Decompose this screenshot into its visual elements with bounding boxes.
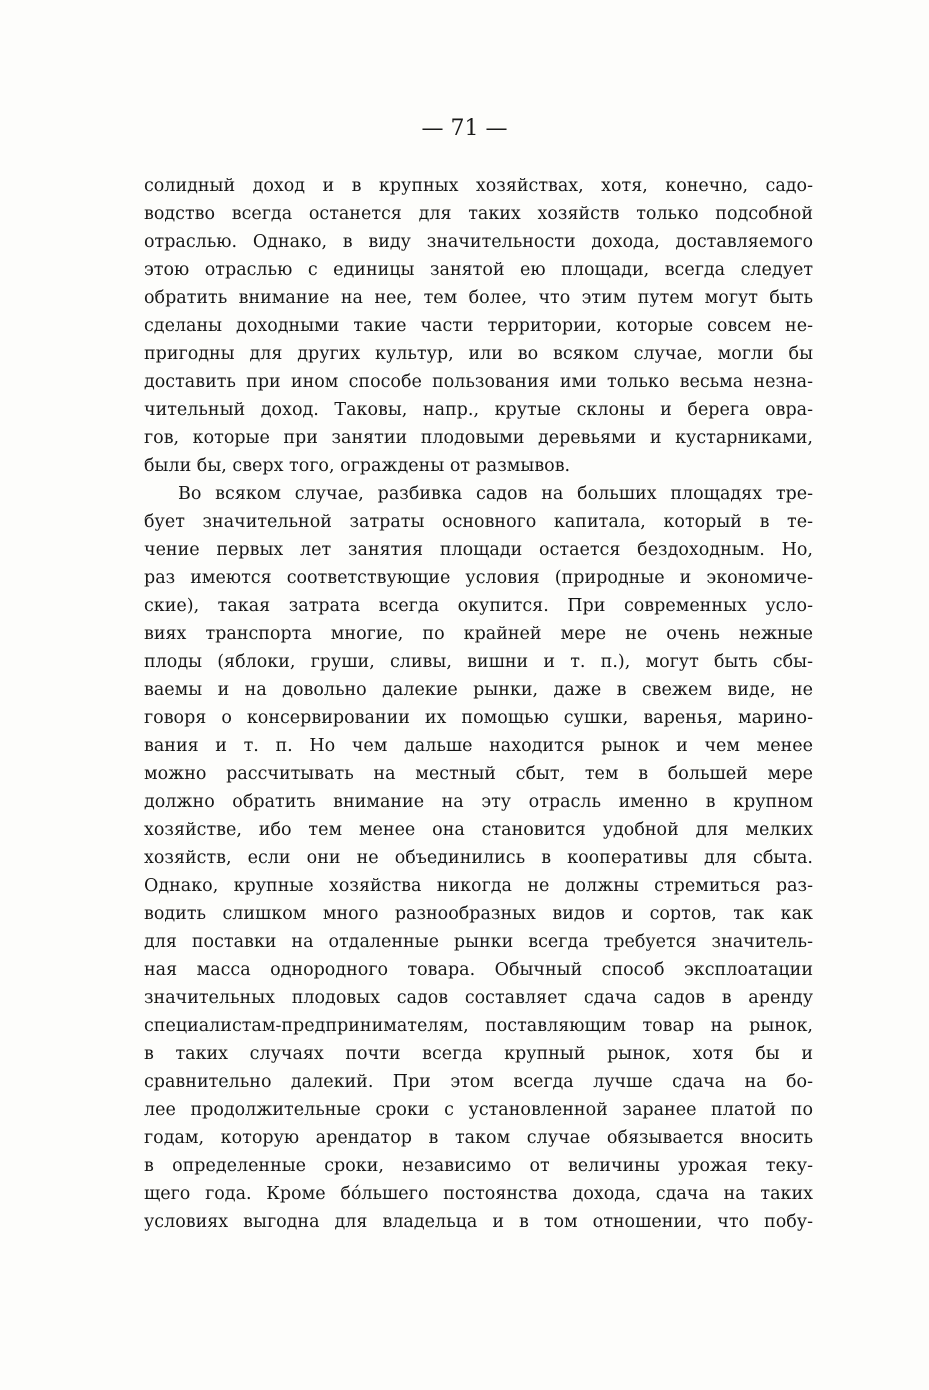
text-line: условиях выгодна для владельца и в том отношении, что побу- (144, 1212, 813, 1232)
text-line: лее продолжительные сроки с установленной заранее платой по (144, 1100, 813, 1120)
text-line: бует значительной затраты основного капитала, который в те- (144, 512, 813, 532)
text-line: водить слишком много разнообразных видов и сортов, так как (144, 904, 813, 924)
text-line: чительный доход. Таковы, напр., крутые склоны и берега овра- (144, 400, 813, 420)
text-line: чение первых лет занятия площади остается бездоходным. Но, (144, 540, 813, 560)
text-line: в определенные сроки, независимо от величины урожая теку- (144, 1156, 813, 1176)
text-line: обратить внимание на нее, тем более, что этим путем могут быть (144, 288, 813, 308)
text-line: доставить при ином способе пользования ими только весьма незна- (144, 372, 813, 392)
text-line: хозяйств, если они не объединились в кооперативы для сбыта. (144, 848, 813, 868)
text-line: сделаны доходными такие части территории, которые совсем не- (144, 316, 813, 336)
text-line: виях транспорта многие, по крайней мере не очень нежные (144, 624, 813, 644)
paragraph-1 (144, 172, 813, 480)
text-line: для поставки на отдаленные рынки всегда требуется значитель- (144, 932, 813, 952)
text-line: в таких случаях почти всегда крупный рынок, хотя бы и (144, 1044, 813, 1064)
text-line: этою отраслью с единицы занятой ею площади, всегда следует (144, 260, 813, 280)
text-line: водство всегда останется для таких хозяйств только подсобной (144, 204, 813, 224)
page-number: — 71 — (421, 116, 508, 141)
text-line: плоды (яблоки, груши, сливы, вишни и т. п.), могут быть сбы- (144, 652, 813, 672)
text-line: годам, которую арендатор в таком случае обязывается вносить (144, 1128, 813, 1148)
text-line: специалистам-предпринимателям, поставляющим товар на рынок, (144, 1016, 813, 1036)
text-line: ские), такая затрата всегда окупится. При современных усло- (144, 596, 813, 616)
paragraph-2 (144, 480, 813, 1236)
text-line: хозяйстве, ибо тем менее она становится удобной для мелких (144, 820, 813, 840)
text-line: щего года. Кроме бо́льшего постоянства дохода, сдача на таких (144, 1184, 813, 1204)
text-line: гов, которые при занятии плодовыми деревьями и кустарниками, (144, 428, 813, 448)
text-line: говоря о консервировании их помощью сушки, варенья, марино- (144, 708, 813, 728)
text-line: должно обратить внимание на эту отрасль именно в крупном (144, 792, 813, 812)
text-line: можно рассчитывать на местный сбыт, тем в большей мере (144, 764, 813, 784)
text-line: ваемы и на довольно далекие рынки, даже в свежем виде, не (144, 680, 813, 700)
text-line: Однако, крупные хозяйства никогда не должны стремиться раз- (144, 876, 813, 896)
text-line: сравнительно далекий. При этом всегда лучше сдача на бо- (144, 1072, 813, 1092)
text-line: Во всяком случае, разбивка садов на больших площадях тре- (178, 484, 813, 504)
text-line: ная масса однородного товара. Обычный способ эксплоатации (144, 960, 813, 980)
text-line: раз имеются соответствующие условия (природные и экономиче- (144, 568, 813, 588)
text-line: значительных плодовых садов составляет сдача садов в аренду (144, 988, 813, 1008)
text-line: были бы, сверх того, ограждены от размывов. (144, 456, 571, 476)
text-line: солидный доход и в крупных хозяйствах, хотя, конечно, садо- (144, 176, 813, 196)
text-line: отраслью. Однако, в виду значительности дохода, доставляемого (144, 232, 813, 252)
text-line: вания и т. п. Но чем дальше находится рынок и чем менее (144, 736, 813, 756)
body-text (144, 172, 813, 1236)
text-line: пригодны для других культур, или во всяком случае, могли бы (144, 344, 813, 364)
